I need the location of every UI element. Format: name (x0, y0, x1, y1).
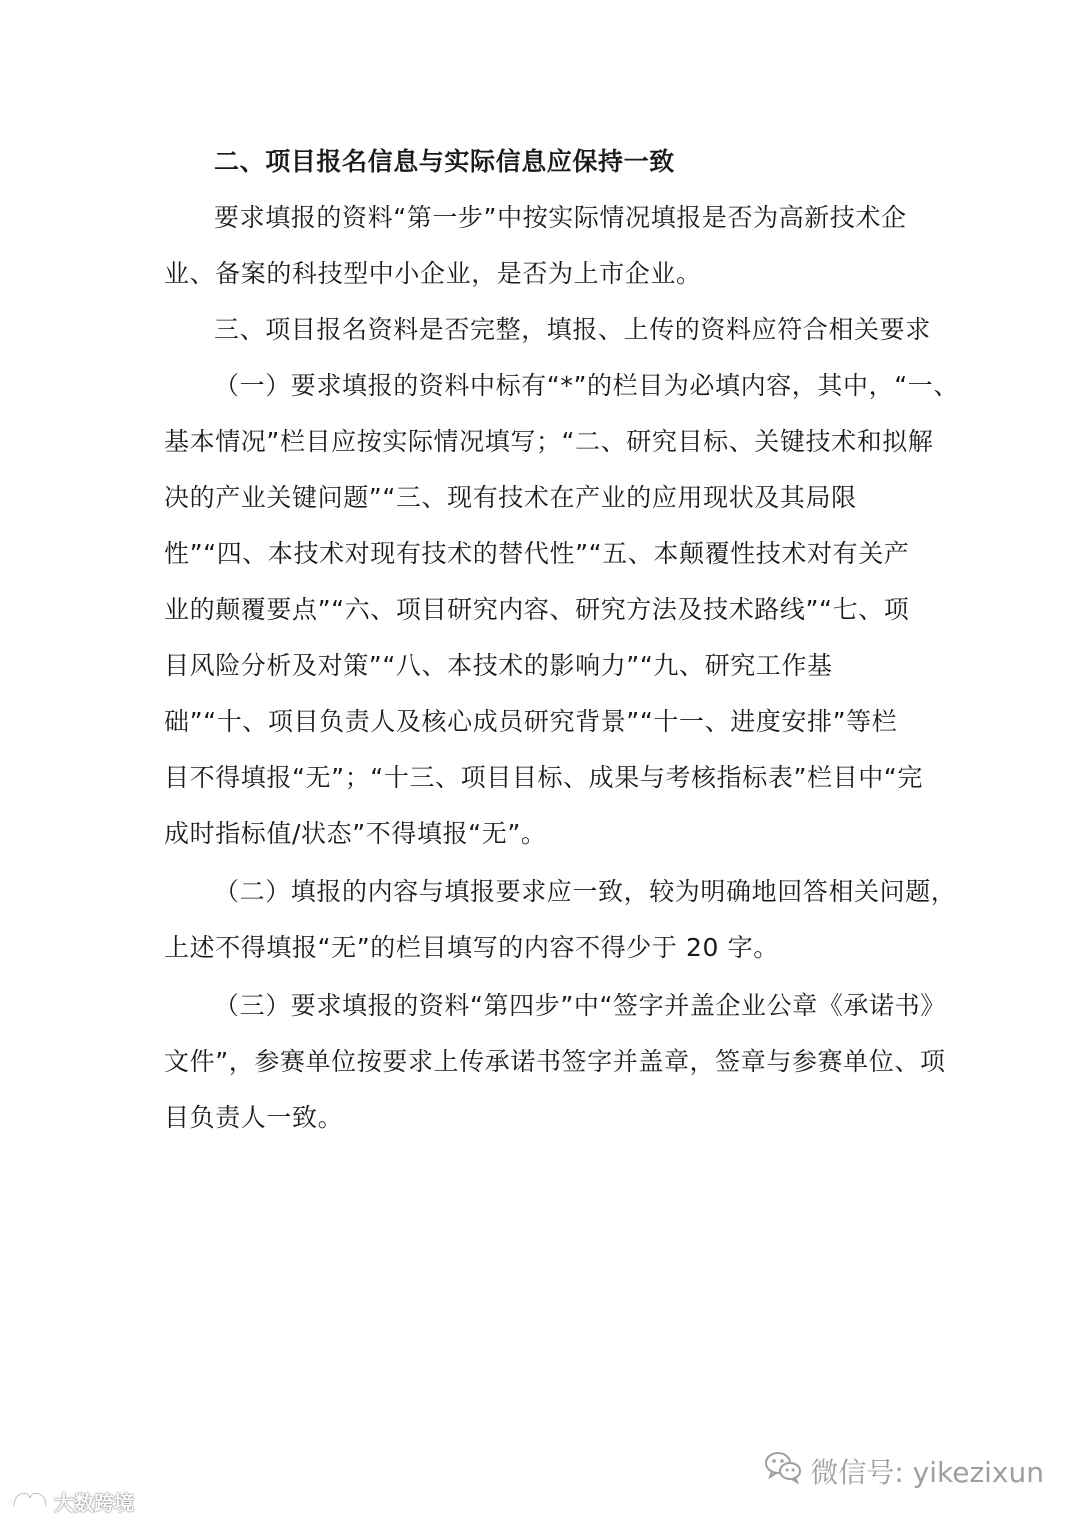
paragraph-line: 性”“四、本技术对现有技术的替代性”“五、本颠覆性技术对有关产 (164, 539, 910, 568)
paragraph-line: 决的产业关键问题”“三、现有技术在产业的应用现状及其局限 (164, 483, 857, 512)
paragraph-line: 上述不得填报“无”的栏目填写的内容不得少于 20 字。 (164, 933, 779, 962)
paragraph-line: 基本情况”栏目应按实际情况填写；“二、研究目标、关键技术和拟解 (164, 427, 934, 456)
brand-watermark (10, 1486, 134, 1517)
paragraph-line: （一）要求填报的资料中标有“*”的栏目为必填内容，其中，“一、 (214, 371, 959, 400)
paragraph-line: 目风险分析及对策”“八、本技术的影响力”“九、研究工作基 (164, 651, 833, 680)
section-heading: 三、项目报名资料是否完整，填报、上传的资料应符合相关要求 (214, 315, 931, 344)
paragraph-line: 成时指标值/状态”不得填报“无”。 (164, 819, 547, 848)
paragraph-line: 业的颠覆要点”“六、项目研究内容、研究方法及技术路线”“七、项 (164, 595, 910, 624)
paragraph-line: 目负责人一致。 (164, 1103, 344, 1132)
paragraph-line: （三）要求填报的资料“第四步”中“签字并盖企业公章《承诺书》 (214, 991, 946, 1020)
wechat-id-text: 微信号: yikezixun (810, 1455, 1044, 1489)
paragraph-line: 文件”，参赛单位按要求上传承诺书签字并盖章，签章与参赛单位、项 (164, 1047, 946, 1076)
paragraph-line: 业、备案的科技型中小企业，是否为上市企业。 (164, 259, 702, 288)
paragraph-line: （二）填报的内容与填报要求应一致，较为明确地回答相关问题， (214, 877, 957, 906)
paragraph-line: 础”“十、项目负责人及核心成员研究背景”“十一、进度安排”等栏 (164, 707, 898, 736)
brand-name-text: 大数跨境 (54, 1491, 134, 1515)
paragraph-line: 要求填报的资料“第一步”中按实际情况填报是否为高新技术企 (214, 203, 907, 232)
section-heading: 二、项目报名信息与实际信息应保持一致 (214, 147, 675, 176)
brand-logo-icon (10, 1486, 50, 1517)
wechat-watermark (764, 1450, 1044, 1491)
paragraph-line: 目不得填报“无”；“十三、项目目标、成果与考核指标表”栏目中“完 (164, 763, 923, 792)
wechat-icon (764, 1450, 802, 1491)
